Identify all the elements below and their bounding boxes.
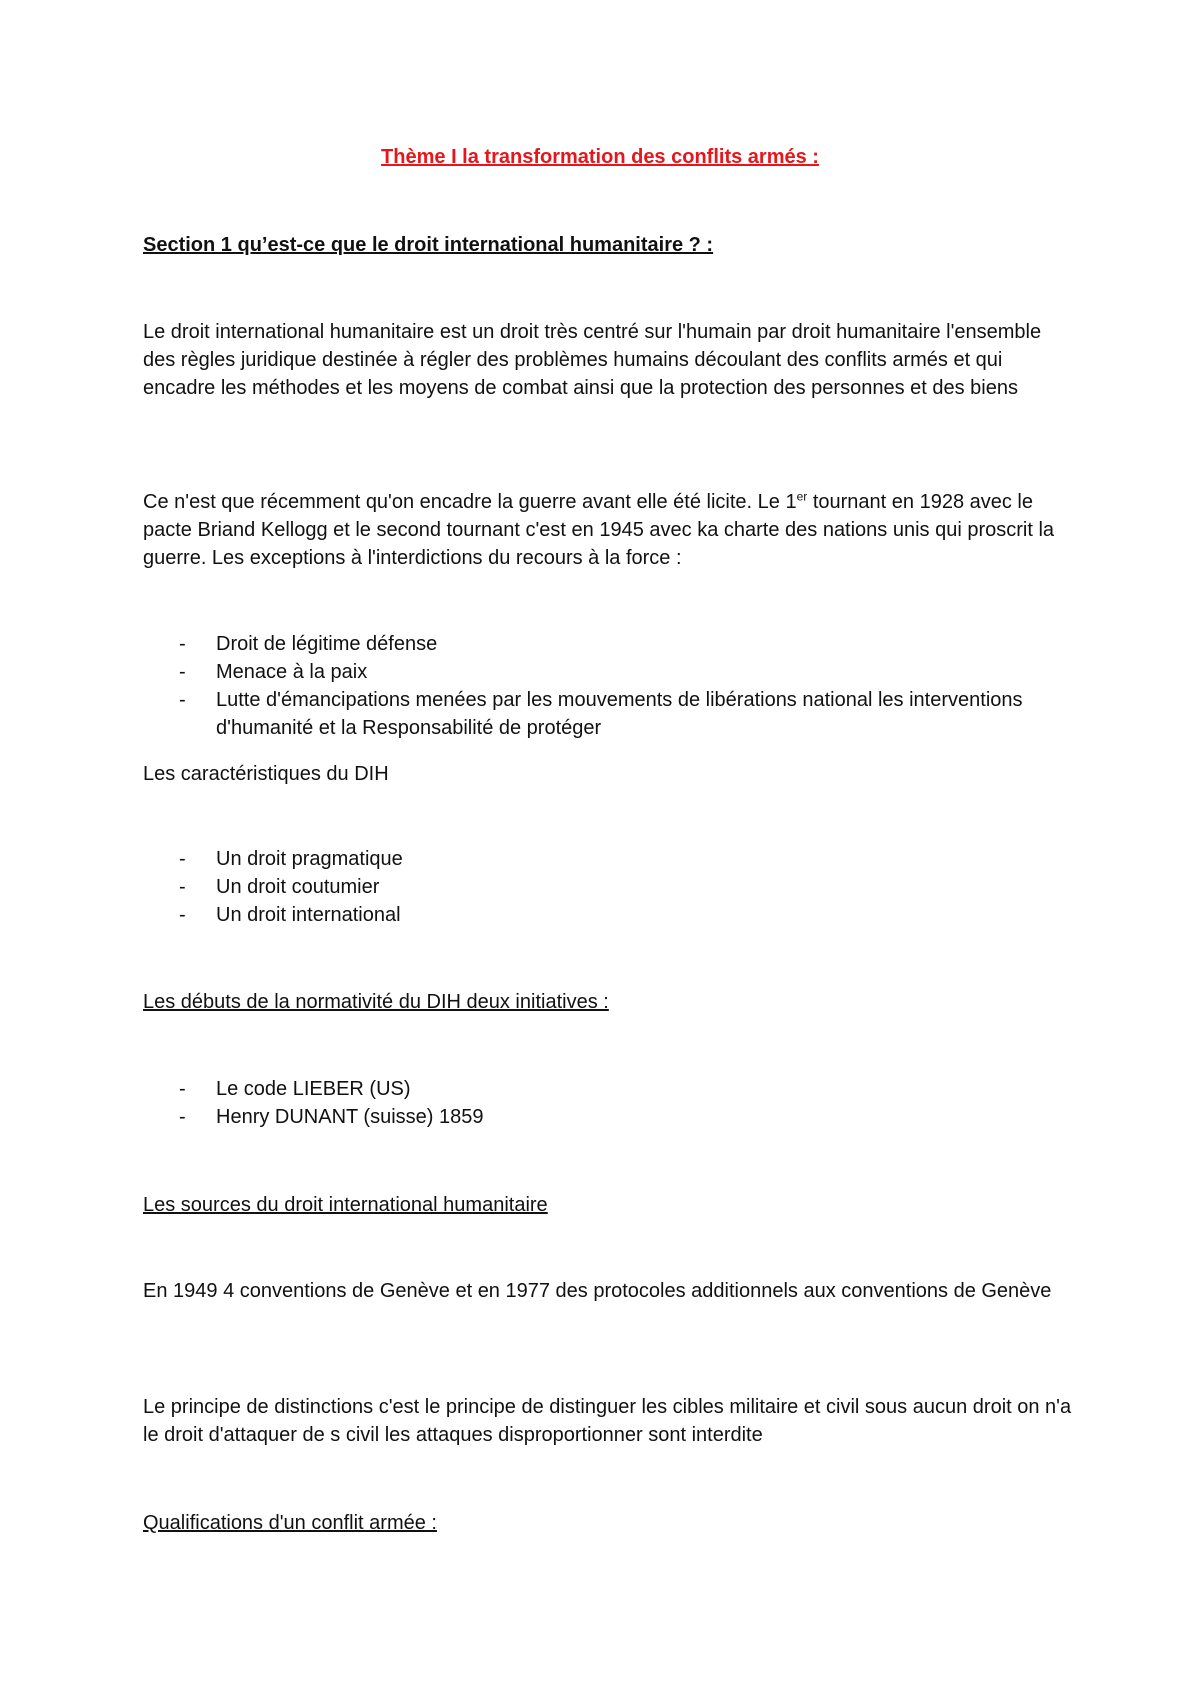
list-item-text: Un droit international	[216, 904, 401, 926]
list-item-text: Droit de légitime défense	[216, 633, 438, 655]
bullet-dash: -	[179, 1078, 186, 1100]
paragraph-distinction: Le principe de distinctions c'est le principe de distinguer les cibles militaire et civil sous aucun droit on n'a le droit d'attaquer de s civil les attaques disproportionner sont interdite	[143, 1396, 1072, 1446]
list-item	[143, 901, 1073, 929]
characteristics-list	[143, 845, 1073, 929]
list-item	[143, 686, 1073, 742]
list-item	[143, 1103, 1073, 1131]
paragraph-history	[143, 488, 1073, 572]
list-item	[143, 630, 1073, 658]
list-item	[143, 845, 1073, 873]
section-heading: Section 1 qu’est-ce que le droit international humanitaire ? :	[143, 234, 714, 256]
qualifications-heading: Qualifications d'un conflit armée :	[143, 1512, 437, 1534]
bullet-dash: -	[179, 689, 186, 711]
paragraph-definition: Le droit international humanitaire est un droit très centré sur l'humain par droit humanitaire l'ensemble des règles juridique destinée à régler des problèmes humains découlant des conflits armés et qui encadre les méthodes et les moyens de combat ainsi que la protection des personnes et des biens	[143, 321, 1042, 399]
exceptions-list	[143, 630, 1073, 742]
list-item	[143, 873, 1073, 901]
list-item-text: Lutte d'émancipations menées par les mouvements de libérations national les interventions d'humanité et la Responsabilité de protéger	[216, 689, 1023, 739]
beginnings-heading: Les débuts de la normativité du DIH deux initiatives :	[143, 991, 609, 1013]
document-title: Thème I la transformation des conflits armés :	[381, 146, 819, 168]
list-item-text: Un droit coutumier	[216, 876, 380, 898]
initiatives-list	[143, 1075, 1073, 1131]
bullet-dash: -	[179, 876, 186, 898]
ordinal-superscript: er	[796, 489, 808, 504]
bullet-dash: -	[179, 848, 186, 870]
list-item-text: Un droit pragmatique	[216, 848, 403, 870]
list-item-text: Menace à la paix	[216, 661, 368, 683]
list-item-text: Le code LIEBER (US)	[216, 1078, 411, 1100]
characteristics-heading: Les caractéristiques du DIH	[143, 763, 389, 785]
paragraph-history-part1: Ce n'est que récemment qu'on encadre la guerre avant elle été licite. Le 1	[143, 491, 797, 513]
paragraph-sources: En 1949 4 conventions de Genève et en 1977 des protocoles additionnels aux conventions de Genève	[143, 1280, 1052, 1302]
list-item	[143, 658, 1073, 686]
list-item	[143, 1075, 1073, 1103]
list-item-text: Henry DUNANT (suisse) 1859	[216, 1106, 484, 1128]
bullet-dash: -	[179, 904, 186, 926]
bullet-dash: -	[179, 1106, 186, 1128]
bullet-dash: -	[179, 661, 186, 683]
paragraph-history-part2: tournant en 1928 avec le pacte Briand Kellogg et le second tournant c'est en 1945 avec ka charte des nations unis qui proscrit la guerre. Les exceptions à l'interdictions du recours à la force :	[143, 491, 1055, 569]
sources-heading: Les sources du droit international humanitaire	[143, 1194, 548, 1216]
bullet-dash: -	[179, 633, 186, 655]
